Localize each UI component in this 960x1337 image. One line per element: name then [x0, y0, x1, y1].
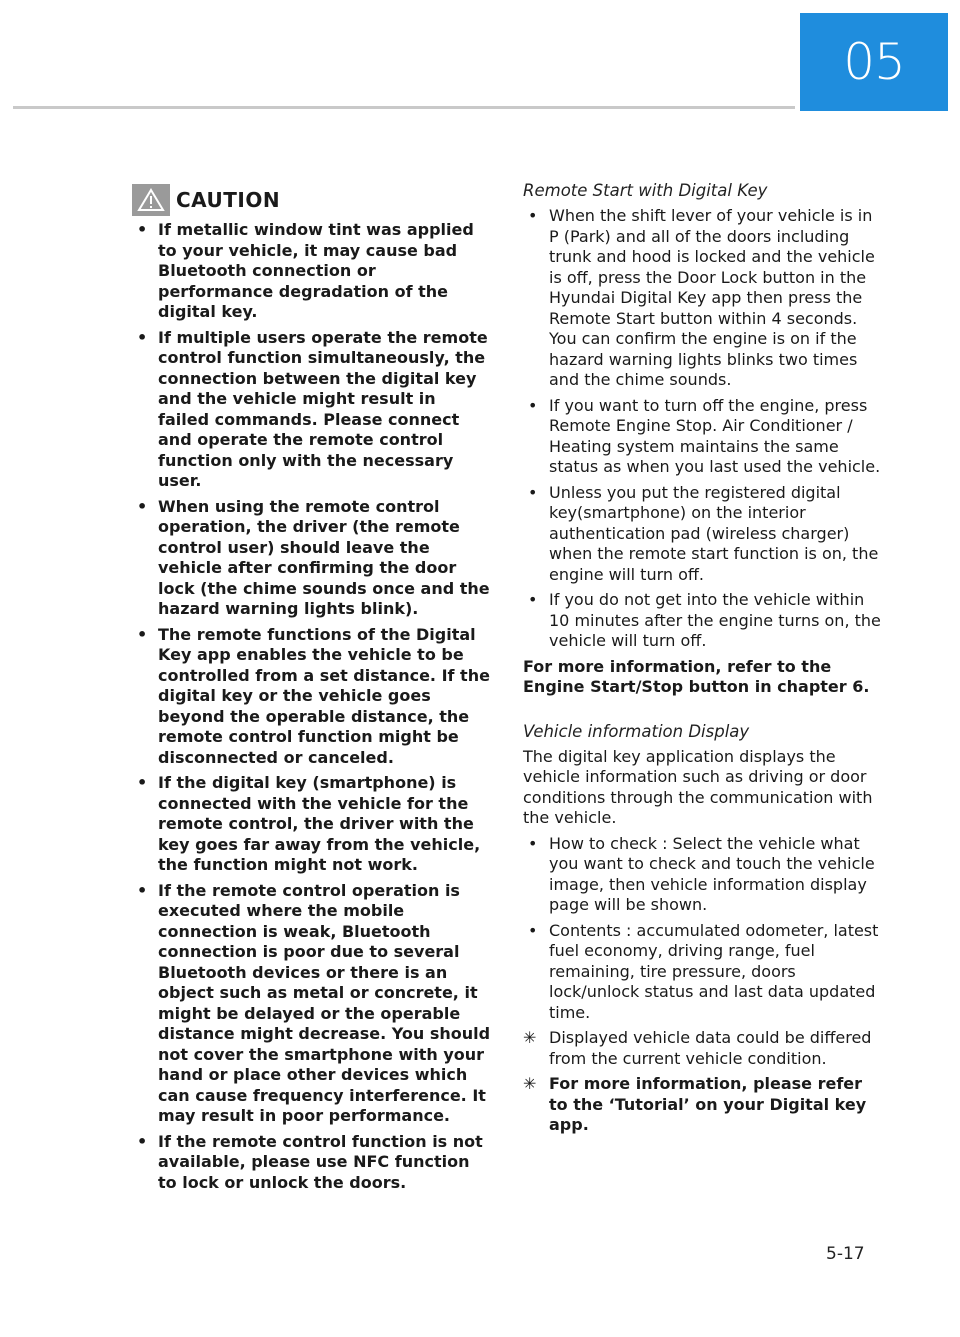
note-text: For more information, please refer to the ‘Tutorial’ on your Digital key app. — [549, 1074, 867, 1134]
remote-start-item — [523, 206, 883, 391]
remote-start-item: • If you want to turn off the engine, press Remote Engine Stop. Air Conditioner / Heating system maintains the same status as when you last used the vehicle. — [523, 396, 883, 478]
caution-header — [132, 184, 492, 216]
caution-item: • If the digital key (smartphone) is connected with the vehicle for the remote control, the driver with the key goes far away from the vehicle, the function might not work. — [132, 773, 492, 876]
warning-triangle-icon — [132, 184, 170, 216]
vehicle-info-heading: Vehicle information Display — [523, 721, 750, 741]
vehicle-info-list — [523, 834, 883, 1024]
caution-item: • When using the remote control operation, the driver (the remote control user) should leave the vehicle after confirming the door lock (the chime sounds once and the hazard warning lights blink). — [132, 497, 492, 620]
chapter-tab — [800, 13, 948, 111]
remote-start-item-text: When the shift lever of your vehicle is in P (Park) and all of the doors including trunk and hood is locked and the vehicle is off, press the Door Lock button in the Hyundai Digital Key app then press the Remote Start button within 4 seconds. — [549, 206, 875, 328]
caution-section — [132, 184, 492, 1198]
chapter-number: 05 — [843, 33, 905, 91]
caution-list — [132, 220, 492, 1193]
section-gap — [523, 703, 883, 721]
remote-start-item: • Unless you put the registered digital key(smartphone) on the interior authentication pad (wireless charger) when the remote start function is on, the engine will turn off. — [523, 483, 883, 586]
vehicle-info-intro: The digital key application displays the vehicle information such as driving or door conditions through the communication with the vehicle. — [523, 746, 873, 827]
vehicle-info-item: • Contents : accumulated odometer, latest fuel economy, driving range, fuel remaining, tire pressure, doors lock/unlock status and last data updated time. — [523, 921, 883, 1024]
asterisk-icon: ✳ — [523, 1074, 537, 1093]
remote-start-heading: Remote Start with Digital Key — [523, 181, 768, 200]
vehicle-info-note — [523, 1028, 883, 1069]
remote-start-list — [523, 206, 883, 652]
page-number: 5-17 — [826, 1244, 865, 1264]
asterisk-icon: ✳ — [523, 1028, 537, 1047]
remote-start-item-extra: You can confirm the engine is on if the hazard warning lights blinks two times and the chime sounds. — [549, 329, 858, 389]
caution-item: • The remote functions of the Digital Key app enables the vehicle to be controlled from a set distance. If the digital key or the vehicle goes beyond the operable distance, the remote control function might be disconnected or canceled. — [132, 625, 492, 769]
right-column — [523, 180, 883, 1141]
vehicle-info-item: • How to check : Select the vehicle what you want to check and touch the vehicle image, then vehicle information display page will be shown. — [523, 834, 883, 916]
caution-item: • If the remote control operation is executed where the mobile connection is weak, Bluetooth connection is poor due to several Bluetooth devices or there is an object such as metal or concrete, it might be delayed or the operable distance might decrease. You should not cover the smartphone with your hand or place other devices which can cause frequency interference. It may result in poor performance. — [132, 881, 492, 1127]
tutorial-note — [523, 1074, 883, 1136]
caution-item: • If multiple users operate the remote control function simultaneously, the connection between the digital key and the vehicle might result in failed commands. Please connect and operate the remote control function only with the necessary user. — [132, 328, 492, 492]
engine-reference: For more information, refer to the Engine Start/Stop button in chapter 6. — [523, 656, 870, 696]
note-text: Displayed vehicle data could be differed from the current vehicle condition. — [549, 1028, 872, 1068]
caution-item: • If the remote control function is not available, please use NFC function to lock or unlock the doors. — [132, 1132, 492, 1194]
caution-title: CAUTION — [176, 188, 281, 212]
remote-start-item: • If you do not get into the vehicle within 10 minutes after the engine turns on, the vehicle will turn off. — [523, 590, 883, 652]
caution-item: • If metallic window tint was applied to your vehicle, it may cause bad Bluetooth connection or performance degradation of the digital key. — [132, 220, 492, 323]
header-rule — [13, 106, 795, 109]
